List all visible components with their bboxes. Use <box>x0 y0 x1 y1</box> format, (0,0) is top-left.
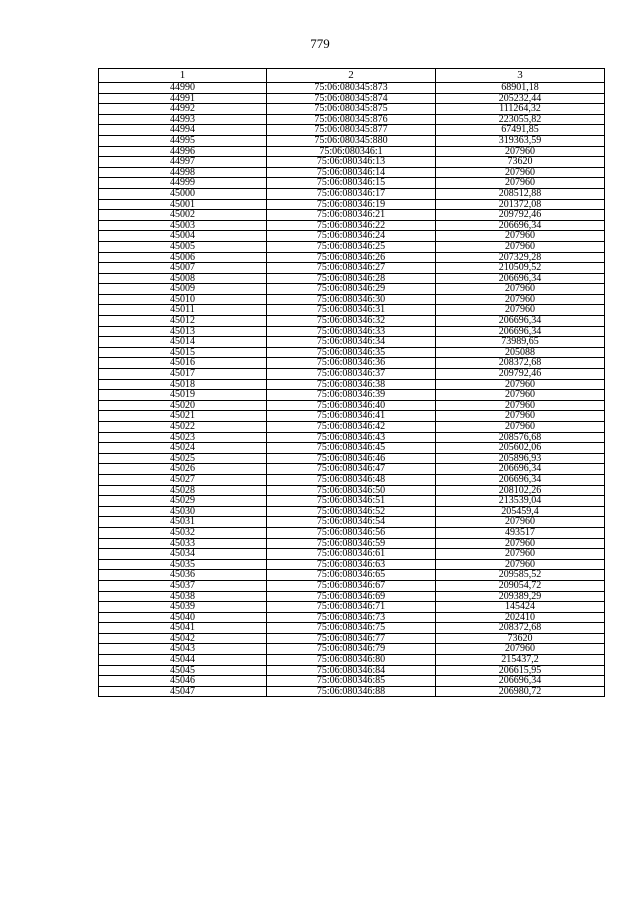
table-row <box>99 305 605 316</box>
row-number-cell: 45013 <box>99 326 267 337</box>
cadastral-number-cell: 75:06:080346:71 <box>267 602 436 613</box>
cadastral-number-cell: 75:06:080346:48 <box>267 474 436 485</box>
row-number-cell: 44996 <box>99 146 267 157</box>
value-cell: 67491,85 <box>436 125 605 136</box>
value-cell: 207960 <box>436 284 605 295</box>
value-cell: 209585,52 <box>436 570 605 581</box>
value-cell: 493517 <box>436 527 605 538</box>
row-number-cell: 45046 <box>99 676 267 687</box>
value-cell: 207960 <box>436 411 605 422</box>
row-number-cell: 45014 <box>99 337 267 348</box>
cadastral-number-cell: 75:06:080346:65 <box>267 570 436 581</box>
cadastral-number-cell: 75:06:080346:73 <box>267 612 436 623</box>
value-cell: 206696,34 <box>436 220 605 231</box>
row-number-cell: 45045 <box>99 665 267 676</box>
table-row <box>99 83 605 94</box>
table-body <box>99 83 605 697</box>
row-number-cell: 45008 <box>99 273 267 284</box>
row-number-cell: 45031 <box>99 517 267 528</box>
cadastral-number-cell: 75:06:080345:875 <box>267 104 436 115</box>
table-row <box>99 623 605 634</box>
table-row <box>99 220 605 231</box>
cadastral-number-cell: 75:06:080346:25 <box>267 241 436 252</box>
value-cell: 207960 <box>436 400 605 411</box>
row-number-cell: 44993 <box>99 114 267 125</box>
cadastral-number-cell: 75:06:080346:45 <box>267 443 436 454</box>
value-cell: 207960 <box>436 517 605 528</box>
row-number-cell: 44998 <box>99 167 267 178</box>
cadastral-number-cell: 75:06:080346:88 <box>267 686 436 697</box>
table-header-row <box>99 69 605 83</box>
value-cell: 207960 <box>436 538 605 549</box>
value-cell: 206615,95 <box>436 665 605 676</box>
value-cell: 202410 <box>436 612 605 623</box>
cadastral-number-cell: 75:06:080346:85 <box>267 676 436 687</box>
cadastral-number-cell: 75:06:080346:75 <box>267 623 436 634</box>
table-row <box>99 231 605 242</box>
cadastral-number-cell: 75:06:080346:31 <box>267 305 436 316</box>
row-number-cell: 45012 <box>99 316 267 327</box>
row-number-cell: 45009 <box>99 284 267 295</box>
value-cell: 205459,4 <box>436 506 605 517</box>
value-cell: 205232,44 <box>436 93 605 104</box>
table-row <box>99 210 605 221</box>
cadastral-number-cell: 75:06:080346:77 <box>267 633 436 644</box>
cadastral-number-cell: 75:06:080346:26 <box>267 252 436 263</box>
cadastral-number-cell: 75:06:080346:29 <box>267 284 436 295</box>
table-row <box>99 369 605 380</box>
row-number-cell: 45018 <box>99 379 267 390</box>
row-number-cell: 45001 <box>99 199 267 210</box>
value-cell: 206696,34 <box>436 326 605 337</box>
row-number-cell: 44999 <box>99 178 267 189</box>
cadastral-number-cell: 75:06:080346:33 <box>267 326 436 337</box>
cadastral-number-cell: 75:06:080346:67 <box>267 580 436 591</box>
cadastral-number-cell: 75:06:080346:21 <box>267 210 436 221</box>
row-number-cell: 44994 <box>99 125 267 136</box>
table-row <box>99 570 605 581</box>
row-number-cell: 45035 <box>99 559 267 570</box>
table-row <box>99 390 605 401</box>
data-table <box>98 68 605 697</box>
table-row <box>99 686 605 697</box>
table-row <box>99 411 605 422</box>
value-cell: 207960 <box>436 305 605 316</box>
row-number-cell: 44992 <box>99 104 267 115</box>
value-cell: 207960 <box>436 549 605 560</box>
cadastral-number-cell: 75:06:080346:47 <box>267 464 436 475</box>
cadastral-number-cell: 75:06:080346:39 <box>267 390 436 401</box>
value-cell: 209389,29 <box>436 591 605 602</box>
row-number-cell: 45041 <box>99 623 267 634</box>
cadastral-number-cell: 75:06:080346:52 <box>267 506 436 517</box>
column-header-3: 3 <box>436 69 605 83</box>
value-cell: 68901,18 <box>436 83 605 94</box>
row-number-cell: 45015 <box>99 347 267 358</box>
row-number-cell: 45044 <box>99 655 267 666</box>
cadastral-number-cell: 75:06:080346:34 <box>267 337 436 348</box>
page-number: 779 <box>310 36 330 51</box>
row-number-cell: 45017 <box>99 369 267 380</box>
row-number-cell: 45042 <box>99 633 267 644</box>
table-row <box>99 644 605 655</box>
table-row <box>99 549 605 560</box>
row-number-cell: 45043 <box>99 644 267 655</box>
value-cell: 207960 <box>436 231 605 242</box>
cadastral-number-cell: 75:06:080346:24 <box>267 231 436 242</box>
value-cell: 207329,28 <box>436 252 605 263</box>
table-row <box>99 93 605 104</box>
table-row <box>99 135 605 146</box>
value-cell: 145424 <box>436 602 605 613</box>
cadastral-number-cell: 75:06:080345:880 <box>267 135 436 146</box>
cadastral-number-cell: 75:06:080346:28 <box>267 273 436 284</box>
value-cell: 207960 <box>436 379 605 390</box>
table-row <box>99 612 605 623</box>
cadastral-number-cell: 75:06:080345:876 <box>267 114 436 125</box>
table-row <box>99 527 605 538</box>
value-cell: 207960 <box>436 422 605 433</box>
row-number-cell: 45005 <box>99 241 267 252</box>
row-number-cell: 45016 <box>99 358 267 369</box>
table-row <box>99 114 605 125</box>
table-row <box>99 464 605 475</box>
row-number-cell: 45040 <box>99 612 267 623</box>
value-cell: 201372,08 <box>436 199 605 210</box>
value-cell: 207960 <box>436 241 605 252</box>
table-row <box>99 432 605 443</box>
table-row <box>99 241 605 252</box>
cadastral-number-cell: 75:06:080346:22 <box>267 220 436 231</box>
value-cell: 210509,52 <box>436 263 605 274</box>
table-row <box>99 400 605 411</box>
row-number-cell: 45032 <box>99 527 267 538</box>
value-cell: 206696,34 <box>436 474 605 485</box>
value-cell: 207960 <box>436 167 605 178</box>
table-row <box>99 337 605 348</box>
value-cell: 215437,2 <box>436 655 605 666</box>
table-row <box>99 379 605 390</box>
row-number-cell: 44997 <box>99 157 267 168</box>
table-row <box>99 506 605 517</box>
table-row <box>99 146 605 157</box>
row-number-cell: 45000 <box>99 188 267 199</box>
row-number-cell: 45019 <box>99 390 267 401</box>
cadastral-number-cell: 75:06:080346:30 <box>267 294 436 305</box>
table-row <box>99 252 605 263</box>
cadastral-number-cell: 75:06:080346:37 <box>267 369 436 380</box>
row-number-cell: 45010 <box>99 294 267 305</box>
cadastral-number-cell: 75:06:080346:43 <box>267 432 436 443</box>
row-number-cell: 45002 <box>99 210 267 221</box>
table-row <box>99 559 605 570</box>
table-row <box>99 496 605 507</box>
row-number-cell: 45034 <box>99 549 267 560</box>
table-row <box>99 655 605 666</box>
value-cell: 209792,46 <box>436 369 605 380</box>
cadastral-number-cell: 75:06:080346:61 <box>267 549 436 560</box>
cadastral-number-cell: 75:06:080346:32 <box>267 316 436 327</box>
table-row <box>99 485 605 496</box>
value-cell: 207960 <box>436 146 605 157</box>
table-row <box>99 178 605 189</box>
table-row <box>99 157 605 168</box>
table-row <box>99 347 605 358</box>
row-number-cell: 45022 <box>99 422 267 433</box>
cadastral-number-cell: 75:06:080345:874 <box>267 93 436 104</box>
table-row <box>99 676 605 687</box>
cadastral-number-cell: 75:06:080346:59 <box>267 538 436 549</box>
column-header-1: 1 <box>99 69 267 83</box>
value-cell: 223055,82 <box>436 114 605 125</box>
row-number-cell: 45030 <box>99 506 267 517</box>
cadastral-number-cell: 75:06:080346:69 <box>267 591 436 602</box>
row-number-cell: 45026 <box>99 464 267 475</box>
row-number-cell: 45006 <box>99 252 267 263</box>
cadastral-number-cell: 75:06:080346:46 <box>267 453 436 464</box>
cadastral-number-cell: 75:06:080346:27 <box>267 263 436 274</box>
value-cell: 206980,72 <box>436 686 605 697</box>
cadastral-number-cell: 75:06:080346:17 <box>267 188 436 199</box>
value-cell: 73620 <box>436 157 605 168</box>
value-cell: 208512,88 <box>436 188 605 199</box>
row-number-cell: 45037 <box>99 580 267 591</box>
table-row <box>99 284 605 295</box>
value-cell: 207960 <box>436 178 605 189</box>
row-number-cell: 45036 <box>99 570 267 581</box>
value-cell: 73989,65 <box>436 337 605 348</box>
cadastral-number-cell: 75:06:080346:41 <box>267 411 436 422</box>
value-cell: 207960 <box>436 559 605 570</box>
cadastral-number-cell: 75:06:080346:35 <box>267 347 436 358</box>
cadastral-number-cell: 75:06:080346:15 <box>267 178 436 189</box>
value-cell: 207960 <box>436 294 605 305</box>
table-row <box>99 665 605 676</box>
row-number-cell: 45027 <box>99 474 267 485</box>
cadastral-number-cell: 75:06:080346:84 <box>267 665 436 676</box>
cadastral-number-cell: 75:06:080346:1 <box>267 146 436 157</box>
table-row <box>99 263 605 274</box>
table-row <box>99 517 605 528</box>
cadastral-number-cell: 75:06:080346:79 <box>267 644 436 655</box>
row-number-cell: 45011 <box>99 305 267 316</box>
cadastral-number-cell: 75:06:080346:56 <box>267 527 436 538</box>
table-row <box>99 316 605 327</box>
table-row <box>99 294 605 305</box>
value-cell: 206696,34 <box>436 464 605 475</box>
column-header-2: 2 <box>267 69 436 83</box>
row-number-cell: 45029 <box>99 496 267 507</box>
table-row <box>99 199 605 210</box>
row-number-cell: 45003 <box>99 220 267 231</box>
value-cell: 206696,34 <box>436 273 605 284</box>
value-cell: 209792,46 <box>436 210 605 221</box>
value-cell: 206696,34 <box>436 676 605 687</box>
cadastral-number-cell: 75:06:080345:877 <box>267 125 436 136</box>
value-cell: 111264,32 <box>436 104 605 115</box>
row-number-cell: 45025 <box>99 453 267 464</box>
value-cell: 208102,26 <box>436 485 605 496</box>
row-number-cell: 44990 <box>99 83 267 94</box>
row-number-cell: 45023 <box>99 432 267 443</box>
row-number-cell: 45033 <box>99 538 267 549</box>
row-number-cell: 45038 <box>99 591 267 602</box>
row-number-cell: 45039 <box>99 602 267 613</box>
table-row <box>99 453 605 464</box>
cadastral-number-cell: 75:06:080346:50 <box>267 485 436 496</box>
table-row <box>99 422 605 433</box>
table-row <box>99 326 605 337</box>
value-cell: 319363,59 <box>436 135 605 146</box>
value-cell: 205088 <box>436 347 605 358</box>
row-number-cell: 44995 <box>99 135 267 146</box>
cadastral-number-cell: 75:06:080346:13 <box>267 157 436 168</box>
value-cell: 209054,72 <box>436 580 605 591</box>
cadastral-number-cell: 75:06:080346:38 <box>267 379 436 390</box>
value-cell: 207960 <box>436 644 605 655</box>
table-row <box>99 104 605 115</box>
cadastral-number-cell: 75:06:080346:40 <box>267 400 436 411</box>
row-number-cell: 45047 <box>99 686 267 697</box>
value-cell: 208576,68 <box>436 432 605 443</box>
row-number-cell: 45007 <box>99 263 267 274</box>
cadastral-number-cell: 75:06:080346:19 <box>267 199 436 210</box>
table-row <box>99 591 605 602</box>
table-row <box>99 167 605 178</box>
table-row <box>99 580 605 591</box>
cadastral-number-cell: 75:06:080346:14 <box>267 167 436 178</box>
value-cell: 208372,68 <box>436 358 605 369</box>
row-number-cell: 45004 <box>99 231 267 242</box>
cadastral-number-cell: 75:06:080346:51 <box>267 496 436 507</box>
cadastral-number-cell: 75:06:080346:42 <box>267 422 436 433</box>
value-cell: 213539,04 <box>436 496 605 507</box>
cadastral-number-cell: 75:06:080346:63 <box>267 559 436 570</box>
value-cell: 205602,06 <box>436 443 605 454</box>
value-cell: 73620 <box>436 633 605 644</box>
table-row <box>99 538 605 549</box>
table-row <box>99 602 605 613</box>
table-row <box>99 633 605 644</box>
table-row <box>99 273 605 284</box>
table-row <box>99 443 605 454</box>
table-row <box>99 125 605 136</box>
table-row <box>99 358 605 369</box>
cadastral-number-cell: 75:06:080346:80 <box>267 655 436 666</box>
table-row <box>99 188 605 199</box>
value-cell: 208372,68 <box>436 623 605 634</box>
value-cell: 207960 <box>436 390 605 401</box>
row-number-cell: 45021 <box>99 411 267 422</box>
cadastral-number-cell: 75:06:080345:873 <box>267 83 436 94</box>
cadastral-number-cell: 75:06:080346:54 <box>267 517 436 528</box>
row-number-cell: 45028 <box>99 485 267 496</box>
cadastral-number-cell: 75:06:080346:36 <box>267 358 436 369</box>
value-cell: 205896,93 <box>436 453 605 464</box>
value-cell: 206696,34 <box>436 316 605 327</box>
row-number-cell: 44991 <box>99 93 267 104</box>
row-number-cell: 45020 <box>99 400 267 411</box>
row-number-cell: 45024 <box>99 443 267 454</box>
table-row <box>99 474 605 485</box>
